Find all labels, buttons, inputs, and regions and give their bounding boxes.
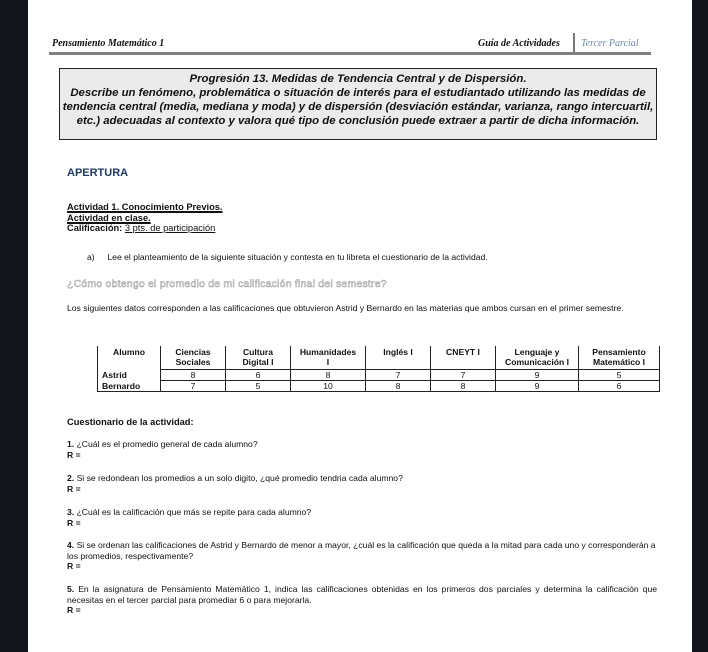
progression-box	[59, 68, 657, 140]
header-divider	[573, 33, 575, 54]
table-header-cell: Alumno	[98, 346, 161, 370]
table-row	[98, 381, 660, 392]
grade-cell: 8	[161, 370, 226, 381]
intro-paragraph: Los siguientes datos corresponden a las calificaciones que obtuvieron Astrid y Bernardo en las materias que ambos cursan en el primer semestre.	[67, 303, 624, 313]
question-text: En la asignatura de Pensamiento Matemático 1, indica las calificaciones obtenidas en los primeros dos parciales y determina la calificación que necesitas en el tercer parcial para promediar 6 o para mejorarla.	[67, 584, 657, 605]
answer-label: R =	[67, 449, 81, 460]
grade-cell: 7	[161, 381, 226, 392]
quiz-question-1: 1. ¿Cuál es el promedio general de cada alumno? R =	[67, 439, 657, 460]
progression-title: Progresión 13. Medidas de Tendencia Central y de Dispersión.	[189, 73, 527, 85]
quiz-title: Cuestionario de la actividad:	[67, 417, 194, 427]
instruction-item	[87, 252, 488, 262]
answer-label: R =	[67, 517, 81, 528]
question-text: Si se redondean los promedios a un solo digito, ¿qué promedio tendria cada alumno?	[76, 473, 403, 483]
grade-cell: 5	[579, 370, 660, 381]
grade-cell: 8	[291, 370, 366, 381]
document-page	[28, 0, 692, 652]
grade-label: Calificación:	[67, 223, 123, 233]
table-row	[98, 370, 660, 381]
grade-cell: 5	[226, 381, 291, 392]
quiz-question-3: 3. ¿Cuál es la calificación que más se repite para cada alumno? R =	[67, 507, 657, 528]
table-header-row	[98, 346, 660, 370]
header-guide-label: Guía de Actividades	[478, 38, 560, 49]
grade-cell: 8	[366, 381, 431, 392]
answer-label: R =	[67, 483, 81, 494]
section-heading: APERTURA	[67, 167, 129, 179]
grade-cell: 7	[431, 370, 496, 381]
table-header-cell: Inglés I	[366, 346, 431, 370]
grades-table	[97, 346, 660, 392]
question-title: ¿Cómo obtengo el promedio de mi calificación final del semestre?	[67, 278, 387, 290]
table-header-cell: Lenguaje y Comunicación I	[496, 346, 579, 370]
table-header-cell: Pensamiento Matemático I	[579, 346, 660, 370]
question-text: Si se ordenan las calificaciones de Astrid y Bernardo de menor a mayor, ¿cuál es la calificación que queda a la mitad para cada uno y corresponderán a los promedios, respectivamente?	[67, 540, 656, 561]
table-header-cell: Humanidades I	[291, 346, 366, 370]
quiz-question-4: 4. Si se ordenan las calificaciones de Astrid y Bernardo de menor a mayor, ¿cuál es la calificación que queda a la mitad para cada uno y corresponderán a los promedios, respectivamente? R =	[67, 540, 656, 571]
grade-cell: 8	[431, 381, 496, 392]
grade-cell: 6	[579, 381, 660, 392]
activity-grade	[67, 223, 223, 234]
question-text: ¿Cuál es el promedio general de cada alumno?	[76, 439, 258, 449]
grade-cell: 9	[496, 381, 579, 392]
answer-label: R =	[67, 561, 81, 571]
grade-cell: 10	[291, 381, 366, 392]
header-rule	[49, 52, 651, 55]
student-name: Bernardo	[98, 381, 161, 392]
question-text: ¿Cuál es la calificación que más se repite para cada alumno?	[76, 507, 312, 517]
activity-mode: Actividad en clase.	[67, 212, 151, 223]
progression-description: Describe un fenómeno, problemática o situación de interés para el estudiantado utilizando las medidas de tendencia central (media, mediana y moda) y de dispersión (desviación estándar, varianza, rango intercuartil, etc.) adecuadas al contexto y valora qué tipo de conclusión puede extraer a partir de dicha información.	[62, 87, 654, 127]
instruction-label: a)	[87, 252, 95, 262]
answer-label: R =	[67, 605, 81, 615]
table-header-cell: Cultura Digital I	[226, 346, 291, 370]
instruction-text: Lee el planteamiento de la siguiente situación y contesta en tu libreta el cuestionario de la actividad.	[107, 252, 488, 262]
header-partial-label: Tercer Parcial	[581, 38, 639, 49]
quiz-question-5: 5. En la asignatura de Pensamiento Matemático 1, indica las calificaciones obtenidas en los primeros dos parciales y determina la calificación que necesitas en el tercer parcial para promediar 6 o para mejorarla. R =	[67, 584, 657, 615]
header-course-title: Pensamiento Matemático 1	[52, 38, 165, 49]
activity-title: Actividad 1. Conocimiento Previos.	[67, 202, 223, 212]
student-name: Astrid	[98, 370, 161, 381]
grade-cell: 6	[226, 370, 291, 381]
quiz-question-2: 2. Si se redondean los promedios a un solo digito, ¿qué promedio tendria cada alumno? R =	[67, 473, 657, 494]
grade-value: 3 pts. de participación	[124, 223, 216, 233]
table-header-cell: CNEYT I	[431, 346, 496, 370]
table-header-cell: Ciencias Sociales	[161, 346, 226, 370]
grade-cell: 9	[496, 370, 579, 381]
grade-cell: 7	[366, 370, 431, 381]
activity-header	[67, 202, 223, 234]
